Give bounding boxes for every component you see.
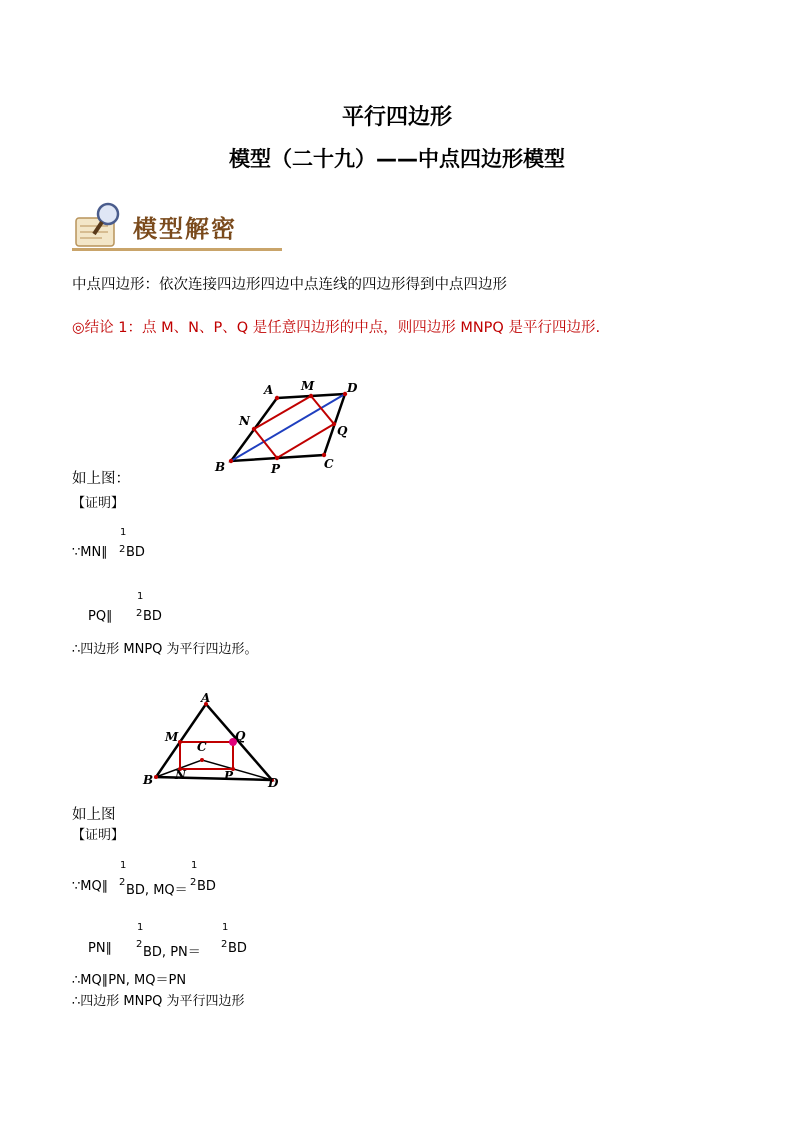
label-M: M [301,379,315,393]
fig2-l1-suffix: BD [197,879,216,894]
fig2-l2-mid: BD, PN＝ [143,945,201,960]
fig2-proof-title: 【证明】 [72,828,125,843]
label-Q: Q [337,424,348,438]
fig2-l2-frac-a-den: 2 [136,939,143,950]
fig1-proof-title: 【证明】 [72,496,125,511]
fig2-l1-frac-b-num: 1 [191,860,198,871]
fig2-l2-suffix: BD [228,941,247,956]
label-C: C [324,457,334,471]
magnifier-book-icon [76,204,118,246]
fig2-proof-line-3: ∴MQ∥PN, MQ＝PN [72,973,187,988]
label-D: D [268,776,279,790]
fig2-conclusion: ∴四边形 MNPQ 为平行四边形 [72,994,245,1009]
fig2-proof-line-1: ∵MQ∥ [72,879,109,894]
fig1-l2-frac-den: 2 [136,608,143,619]
label-A: A [201,691,211,705]
section-banner-label: 模型解密 [133,214,237,243]
fig1-caption: 如上图： [72,471,130,487]
fig1-conclusion: ∴四边形 MNPQ 为平行四边形。 [72,642,258,657]
label-Q: Q [235,729,246,743]
label-C: C [197,740,207,754]
quad-MNPQ [254,396,334,458]
fig1-l2-frac-num: 1 [137,591,144,602]
fig1-l1-suffix: BD [126,545,145,560]
label-B: B [143,773,154,787]
label-P: P [224,769,234,783]
fig2-l1-frac-b-den: 2 [190,877,197,888]
label-N: N [175,768,186,782]
fig2-l1-frac-a-den: 2 [119,877,126,888]
label-M: M [165,730,179,744]
fig1-proof-line-1: ∵MN∥ [72,545,108,560]
fig2-proof-line-2: PN∥ [88,941,113,956]
figure-triangle [140,690,285,792]
fig2-l2-frac-b-num: 1 [222,922,229,933]
conclusion-text: ◎结论 1：点 M、N、P、Q 是任意四边形的中点，则四边形 MNPQ 是平行四边形. [72,320,601,336]
figure-parallelogram [205,372,365,482]
label-D: D [347,381,358,395]
label-N: N [239,414,250,428]
fig1-l1-frac-num: 1 [120,527,127,538]
fig1-l2-suffix: BD [143,609,162,624]
fig2-l2-frac-a-num: 1 [137,922,144,933]
fig2-l1-mid: BD, MQ＝ [126,883,188,898]
label-P: P [271,462,281,476]
fig2-caption: 如上图 [72,807,116,823]
label-A: A [264,383,274,397]
fig1-l1-frac-den: 2 [119,544,126,555]
definition-text: 中点四边形：依次连接四边形四边中点连线的四边形得到中点四边形 [72,277,507,293]
page-title: 平行四边形 [341,105,452,130]
fig2-l1-frac-a-num: 1 [120,860,127,871]
label-B: B [215,460,226,474]
fig1-proof-line-2: PQ∥ [88,609,113,624]
page-subtitle: 模型（二十九）——中点四边形模型 [229,147,565,171]
fig2-l2-frac-b-den: 2 [221,939,228,950]
